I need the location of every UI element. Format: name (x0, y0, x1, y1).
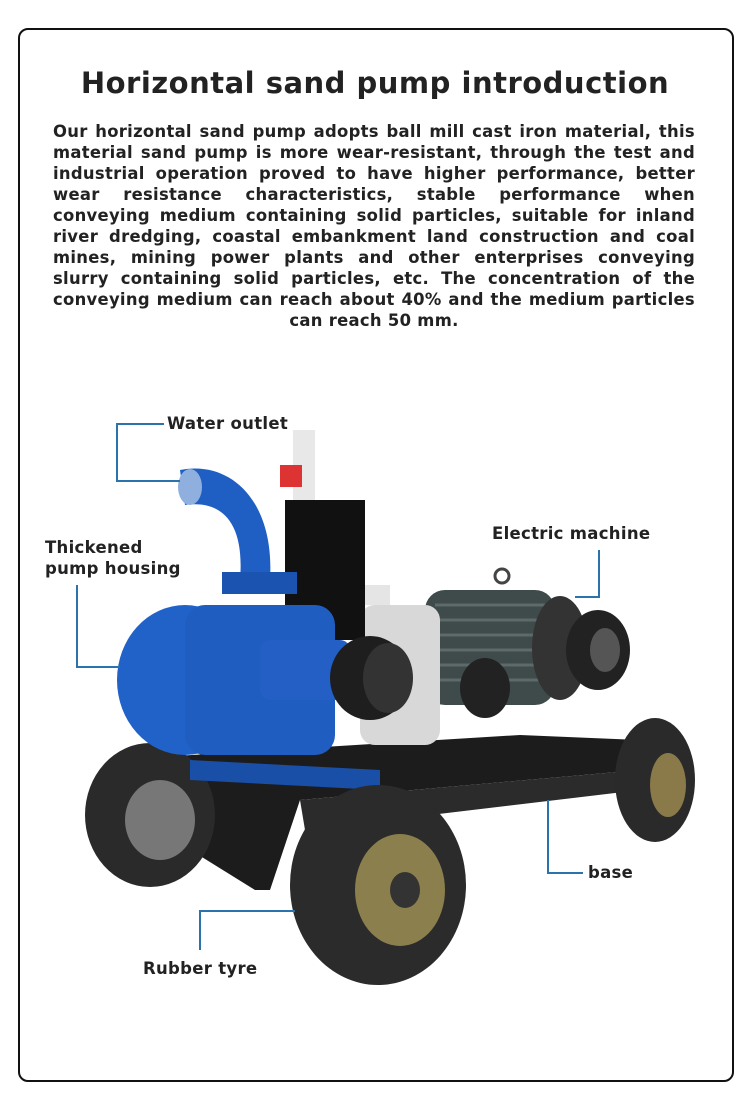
page-title: Horizontal sand pump introduction (80, 66, 670, 100)
callout-pump-housing-line1: Thickened (45, 538, 143, 557)
callout-electric-machine: Electric machine (492, 524, 651, 543)
callout-water-outlet: Water outlet (167, 414, 289, 433)
description-text: Our horizontal sand pump adopts ball mill cast iron material, this material sand pump is more wear-resistant, through the test and industrial operation proved to have higher performance, better wear resistance characteristics, stable performance when conveying medium containing solid particles, suitable for inland river dredging, coastal embankment land construction and coal mines, mining power plants and other enterprises conveying slurry containing solid particles, etc. The concentration of the conveying medium can reach about 40% and the medium particles can reach 50 mm. (53, 122, 695, 330)
callout-base: base (588, 863, 634, 882)
callout-pump-housing-line2: pump housing (45, 559, 181, 578)
callout-rubber-tyre: Rubber tyre (143, 959, 258, 978)
